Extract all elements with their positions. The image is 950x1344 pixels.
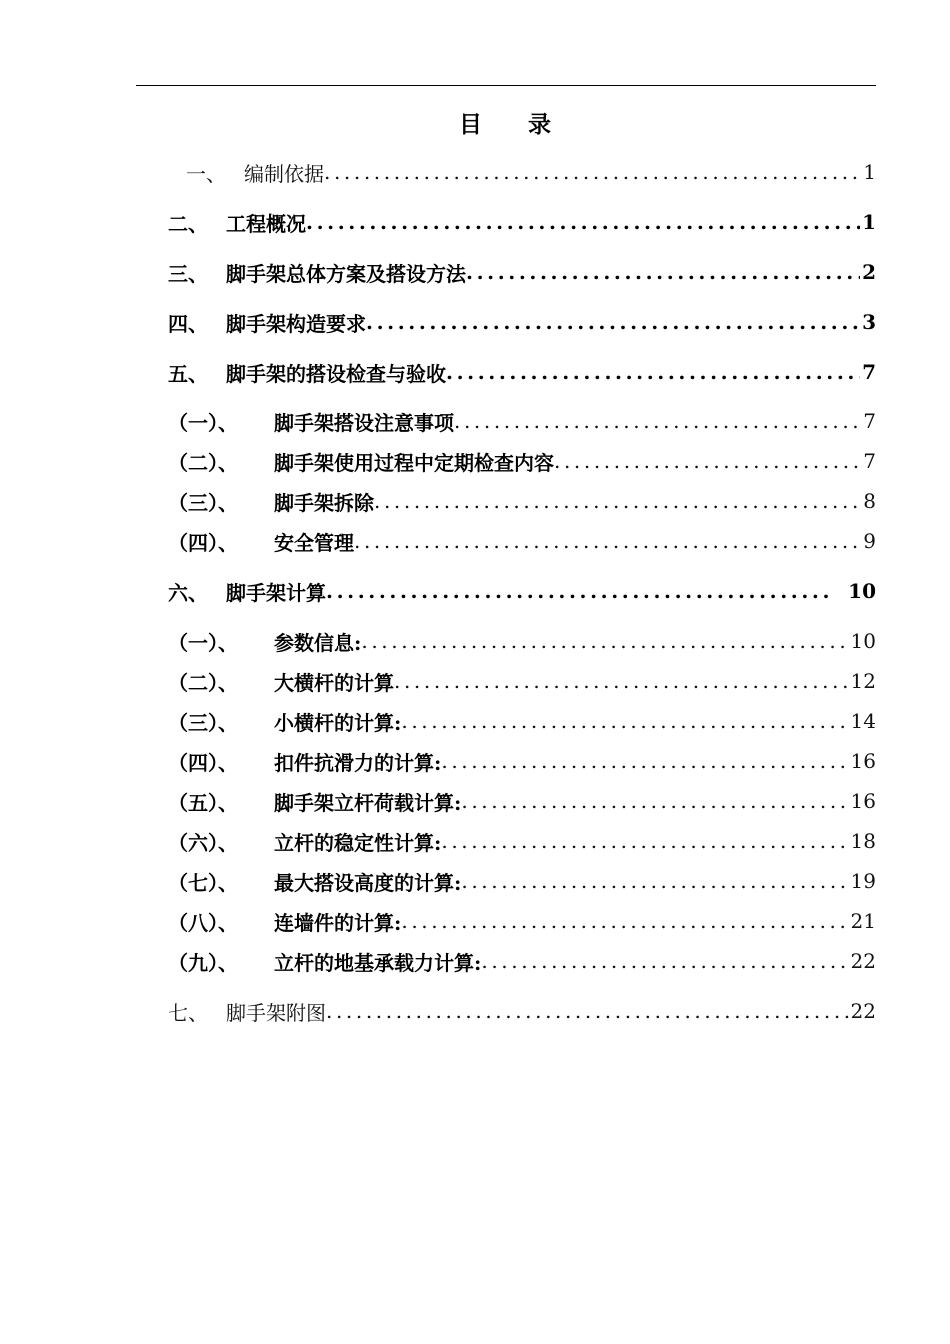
toc-entry[interactable] [168,486,876,516]
toc-entry-page: 7 [862,360,876,384]
toc-entry-text: 脚手架搭设注意事项 [274,410,454,435]
toc-entry-text: 脚手架使用过程中定期检查内容 [274,450,554,475]
toc-entry[interactable] [168,866,876,896]
toc-entry-text: 连墙件的计算: [274,910,402,935]
toc-entry-number: （九）、 [168,950,238,975]
toc-entry[interactable] [168,406,876,436]
toc-entry-leader [441,749,850,773]
toc-entry-text: 脚手架附图 [226,1000,326,1025]
toc-entry-number: （三）、 [168,710,238,735]
toc-entry-number: 三、 [168,261,208,286]
toc-entry-page: 19 [850,869,876,893]
toc-entry-text: 脚手架拆除 [274,490,374,515]
toc-entry-leader [461,869,850,893]
header-rule [136,85,876,86]
toc-entry-page: 22 [850,949,876,973]
toc-entry-leader [454,409,860,433]
toc-entry-text: 最大搭设高度的计算: [274,870,462,895]
toc-entry[interactable] [168,576,876,606]
toc-entry-number: （四）、 [168,530,238,555]
toc-entry-leader [324,160,860,184]
toc-entry-leader [306,210,860,234]
toc-entry[interactable] [168,946,876,976]
toc-entry[interactable] [168,786,876,816]
toc-entry-number: （七）、 [168,870,238,895]
toc-entry-page: 18 [850,829,876,853]
toc-entry-page: 1 [863,160,876,184]
toc-entry-number: （四）、 [168,750,238,775]
toc-entry-text: 脚手架构造要求 [226,311,366,336]
toc-entry[interactable] [168,207,876,237]
toc-entry-page: 3 [862,310,876,334]
toc-entry-text: 扣件抗滑力的计算: [274,750,442,775]
toc-entry-leader [481,949,850,973]
toc-entry-number: 二、 [168,211,208,236]
toc-entry-leader [326,999,851,1023]
toc-entry-page: 8 [863,489,876,513]
toc-entry[interactable] [168,906,876,936]
toc-entry-number: 六、 [168,580,208,605]
toc-entry-text: 参数信息: [274,630,362,655]
toc-entry-text: 安全管理 [274,530,354,555]
toc-entry-page: 16 [850,749,876,773]
toc-entry-leader [374,489,860,513]
toc-entry[interactable] [168,706,876,736]
toc-entry-page: 16 [850,789,876,813]
toc-entry-leader [361,629,850,653]
toc-entry[interactable] [168,446,876,476]
toc-entry-leader [446,360,860,384]
toc-entry-number: 五、 [168,361,208,386]
toc-entry-text: 脚手架立杆荷载计算: [274,790,462,815]
toc-entry-page: 22 [850,999,876,1023]
toc-entry-number: 一、 [186,161,226,186]
toc-entry-leader [366,310,860,334]
toc-entry-text: 小横杆的计算: [274,710,402,735]
toc-entry-number: （二）、 [168,450,238,475]
toc-entry-text: 大横杆的计算 [274,670,394,695]
toc-entry-text: 工程概况 [226,211,306,236]
toc-entry-leader [441,829,850,853]
toc-title-right: 录 [528,111,553,138]
toc-entry-leader [466,260,860,284]
toc-entry-text: 脚手架的搭设检查与验收 [226,361,446,386]
toc-entry[interactable] [186,157,876,187]
toc-entry-page: 21 [850,909,876,933]
toc-entry[interactable] [168,307,876,337]
toc-entry-page: 9 [863,529,876,553]
toc-entry-text: 立杆的稳定性计算: [274,830,442,855]
toc-entry-page: 2 [862,260,876,284]
toc-entry-leader [354,529,860,553]
toc-entry-leader [326,579,834,603]
toc-entry[interactable] [168,746,876,776]
toc-entry-leader [394,669,851,693]
toc-entry[interactable] [168,257,876,287]
toc-entry-number: （六）、 [168,830,238,855]
toc-entry-page: 10 [848,579,876,603]
toc-entry[interactable] [168,357,876,387]
toc-entry-page: 12 [850,669,876,693]
toc-entry-leader [401,709,850,733]
toc-entry-page: 14 [850,709,876,733]
toc-entry[interactable] [168,826,876,856]
toc-entry[interactable] [168,626,876,656]
toc-entry-text: 脚手架计算 [226,580,326,605]
toc-entry-leader [461,789,850,813]
toc-entry-number: （一）、 [168,630,238,655]
toc-entry-number: 四、 [168,311,208,336]
toc-entry-text: 编制依据 [244,161,324,186]
toc-entry-page: 10 [850,629,876,653]
toc-entry-leader [554,449,860,473]
toc-entry-number: （八）、 [168,910,238,935]
toc-title [136,106,876,139]
toc-entry-number: （二）、 [168,670,238,695]
toc-entry-text: 脚手架总体方案及搭设方法 [226,261,466,286]
toc-entry-page: 1 [862,210,876,234]
toc-title-left: 目 [459,111,484,138]
toc-entry-page: 7 [863,449,876,473]
toc-entry-number: （五）、 [168,790,238,815]
toc-entry[interactable] [168,526,876,556]
toc-entry-number: （三）、 [168,490,238,515]
toc-entry-number: （一）、 [168,410,238,435]
toc-entry[interactable] [168,996,876,1026]
toc-entry-leader [401,909,850,933]
toc-entry[interactable] [168,666,876,696]
toc-entry-text: 立杆的地基承载力计算: [274,950,482,975]
toc-entry-page: 7 [863,409,876,433]
toc-entry-number: 七、 [168,1000,208,1025]
